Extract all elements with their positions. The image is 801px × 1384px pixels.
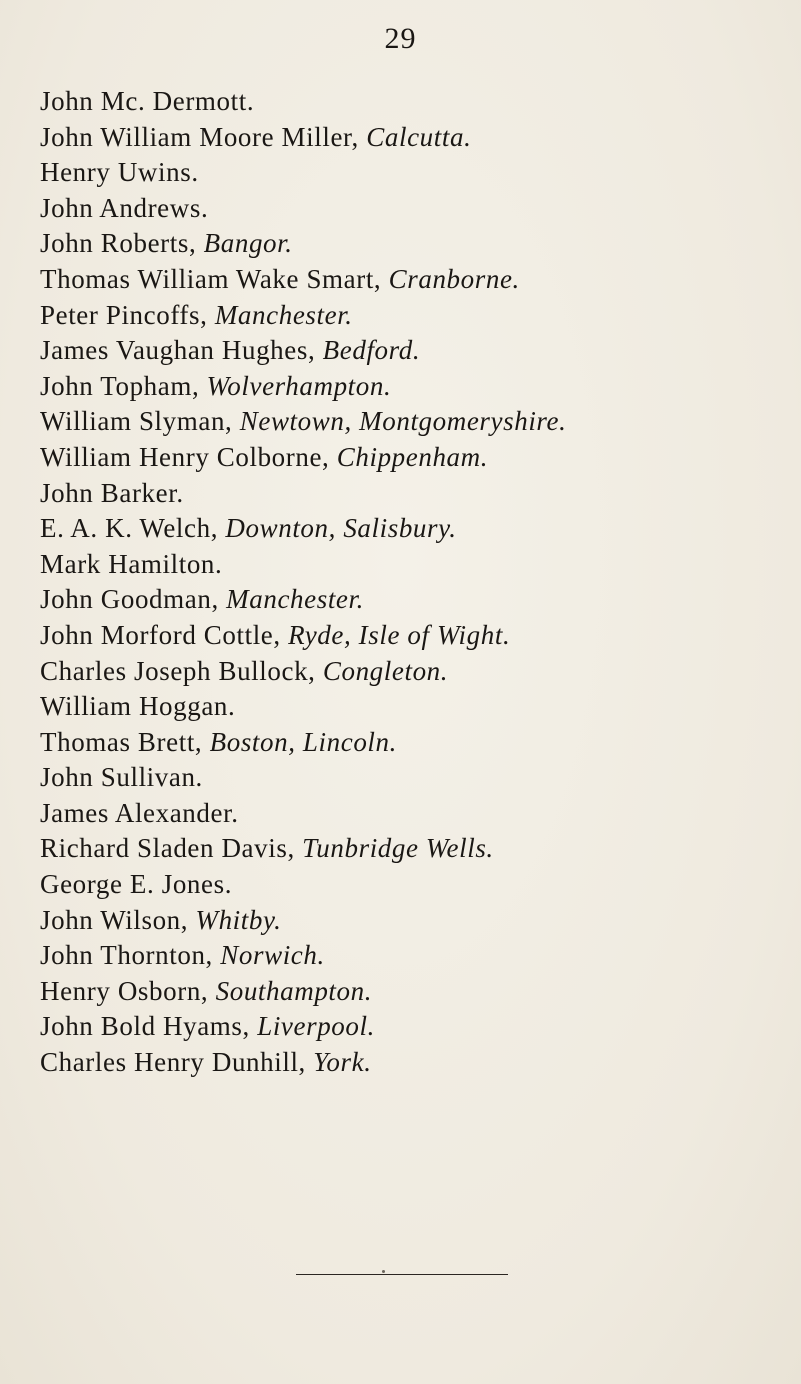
entry-place: Calcutta. [366,121,472,152]
entry-name: William Hoggan. [40,691,236,722]
print-mark [382,1270,385,1273]
entry-place: Norwich. [220,940,325,971]
list-item [40,511,800,547]
entry-place: Congleton. [322,655,449,686]
entry-place: Whitby. [195,904,282,935]
entry-name: Thomas Brett, [40,726,210,757]
entry-name: Henry Uwins. [40,157,199,188]
entry-name: John Thornton, [40,940,221,971]
entry-name: John Sullivan. [40,762,203,793]
entry-name: John Andrews. [40,192,209,223]
entry-place: Bedford. [322,335,421,366]
list-item [40,155,800,191]
entry-name: E. A. K. Welch, [40,513,226,544]
list-item [40,404,800,440]
entry-name: George E. Jones. [40,869,233,900]
list-item [40,831,800,867]
entry-place: Wolverhampton. [206,370,392,401]
list-item [40,654,800,690]
entry-name: John Barker. [40,477,184,508]
list-item [40,440,800,476]
entry-name: John Morford Cottle, [40,619,289,650]
entry-name: James Vaughan Hughes, [40,335,323,366]
list-item [40,867,800,903]
entry-place: Tunbridge Wells. [302,833,494,864]
list-item [40,689,800,725]
entry-name: John Bold Hyams, [40,1011,258,1042]
list-item [40,369,800,405]
entry-name: John Wilson, [40,904,196,935]
list-item [40,903,800,939]
list-item [40,262,800,298]
page-number: 29 [384,22,417,55]
list-item [40,547,800,583]
entry-name: John Roberts, [40,228,204,259]
entry-name: Richard Sladen Davis, [40,833,303,864]
entry-place: Downton, Salisbury. [225,513,457,544]
entry-place: Bangor. [203,228,293,259]
list-item [40,938,800,974]
entry-name: John Mc. Dermott. [40,86,255,116]
entry-place: Cranborne. [388,263,520,294]
entry-name: Henry Osborn, [40,975,216,1006]
entry-name: John William Moore Miller, [40,121,367,152]
list-item [40,476,800,512]
entry-place: Manchester. [226,584,364,615]
entry-place: Liverpool. [257,1011,375,1042]
list-item [40,191,800,227]
entry-name: Charles Henry Dunhill, [40,1047,314,1078]
list-item [40,582,800,618]
entry-name: Thomas William Wake Smart, [40,263,389,294]
entry-name: John Goodman, [40,584,227,615]
entry-place: Newtown, Montgomeryshire. [239,406,567,437]
entry-place: Chippenham. [336,441,489,472]
list-item [40,84,800,120]
list-item [40,226,800,262]
list-item [40,1045,800,1081]
list-item [40,974,800,1010]
list-item [40,120,800,156]
list-item [40,796,800,832]
entry-name: John Topham, [40,370,207,401]
entry-place: Southampton. [215,975,373,1006]
name-list [40,84,800,1081]
list-item [40,298,800,334]
entry-name: Peter Pincoffs, [40,299,215,330]
entry-place: Boston, Lincoln. [209,726,397,757]
entry-place: Ryde, Isle of Wight. [288,619,511,650]
entry-name: William Henry Colborne, [40,441,337,472]
entry-name: Mark Hamilton. [40,548,223,579]
list-item [40,725,800,761]
entry-name: James Alexander. [40,797,239,828]
entry-name: William Slyman, [40,406,240,437]
list-item [40,760,800,796]
entry-name: Charles Joseph Bullock, [40,655,323,686]
entry-place: York. [313,1047,372,1078]
list-item [40,333,800,369]
end-rule-divider [296,1274,508,1275]
list-item [40,1009,800,1045]
list-item [40,618,800,654]
entry-place: Manchester. [214,299,353,330]
